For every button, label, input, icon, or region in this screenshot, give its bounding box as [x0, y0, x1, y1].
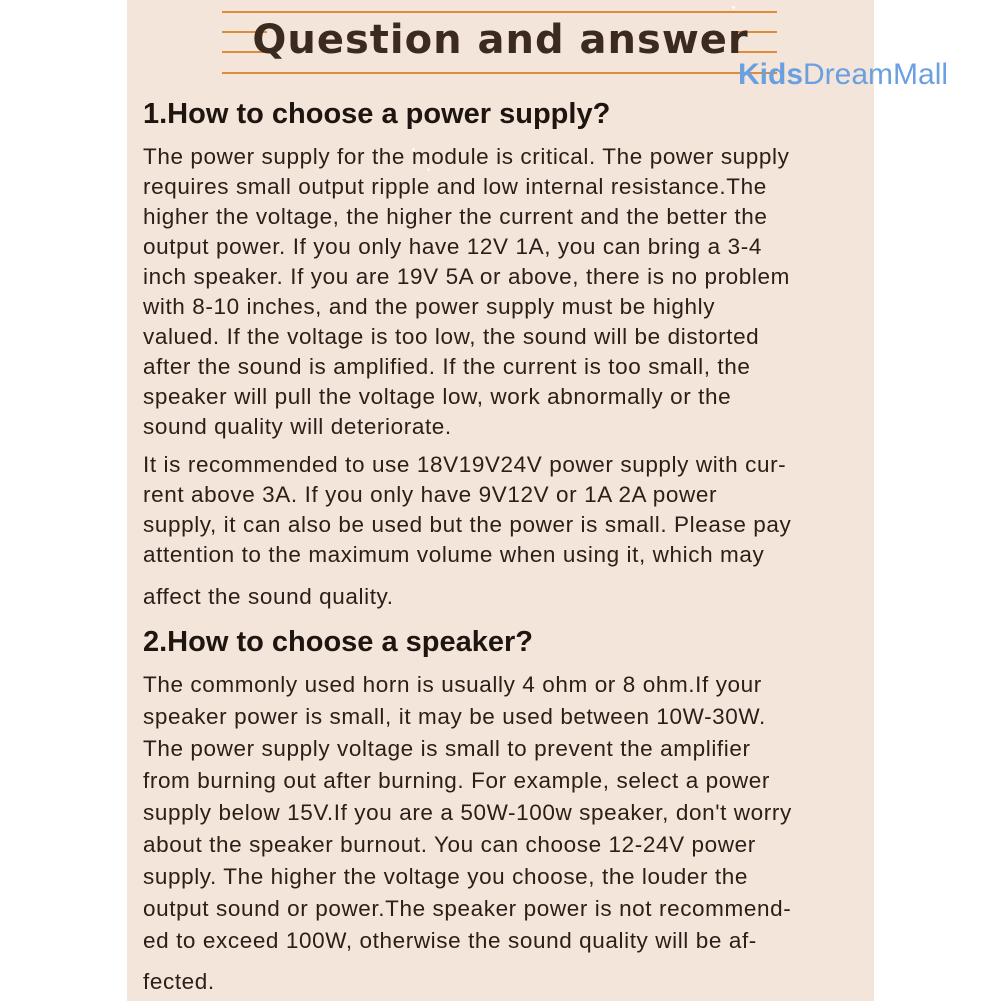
- text-line: attention to the maximum volume when using it, which may: [143, 542, 765, 567]
- paragraph-speaker-tail: [143, 966, 215, 998]
- text-line: with 8-10 inches, and the power supply must be highly: [143, 294, 716, 319]
- text-line: rent above 3A. If you only have 9V12V or 1A 2A power: [143, 482, 718, 507]
- text-line: It is recommended to use 18V19V24V power supply with cur-: [143, 452, 787, 477]
- sparkle-decoration: [732, 6, 735, 9]
- text-line: The power supply for the module is critical. The power supply: [143, 144, 790, 169]
- watermark-regular: DreamMall: [803, 58, 949, 91]
- title-rule-top: [222, 11, 777, 13]
- text-line: output sound or power.The speaker power is not recommend-: [143, 896, 792, 921]
- text-line: valued. If the voltage is too low, the sound will be distorted: [143, 324, 760, 349]
- text-line: ed to exceed 100W, otherwise the sound quality will be af-: [143, 928, 757, 953]
- text-line: The power supply voltage is small to prevent the amplifier: [143, 736, 751, 761]
- text-line: speaker will pull the voltage low, work abnormally or the: [143, 384, 732, 409]
- text-line: sound quality will deteriorate.: [143, 414, 452, 439]
- brand-watermark: [738, 57, 948, 93]
- text-line: requires small output ripple and low internal resistance.The: [143, 174, 767, 199]
- section-heading-power-supply: 1.How to choose a power supply?: [143, 98, 611, 130]
- paragraph-power-supply-intro: [143, 142, 790, 442]
- text-line: supply, it can also be used but the power is small. Please pay: [143, 512, 792, 537]
- page-title: Question and answer: [252, 17, 749, 63]
- text-line: supply. The higher the voltage you choose, the louder the: [143, 864, 749, 889]
- text-line: from burning out after burning. For example, select a power: [143, 768, 770, 793]
- text-line: after the sound is amplified. If the current is too small, the: [143, 354, 751, 379]
- paragraph-power-supply-tail: [143, 582, 394, 612]
- section-heading-speaker: 2.How to choose a speaker?: [143, 626, 534, 658]
- text-line: supply below 15V.If you are a 50W-100w speaker, don't worry: [143, 800, 792, 825]
- text-line: affect the sound quality.: [143, 584, 394, 609]
- text-line: output power. If you only have 12V 1A, you can bring a 3-4: [143, 234, 762, 259]
- text-line: speaker power is small, it may be used between 10W-30W.: [143, 704, 766, 729]
- paragraph-speaker-intro: [143, 669, 792, 957]
- paragraph-power-supply-recommendation: [143, 450, 791, 570]
- title-rule-bottom: [222, 72, 777, 74]
- text-line: fected.: [143, 969, 215, 994]
- text-line: inch speaker. If you are 19V 5A or above, there is no problem: [143, 264, 790, 289]
- text-line: about the speaker burnout. You can choose 12-24V power: [143, 832, 756, 857]
- text-line: The commonly used horn is usually 4 ohm or 8 ohm.If your: [143, 672, 762, 697]
- watermark-bold: Kids: [738, 58, 804, 91]
- text-line: higher the voltage, the higher the current and the better the: [143, 204, 768, 229]
